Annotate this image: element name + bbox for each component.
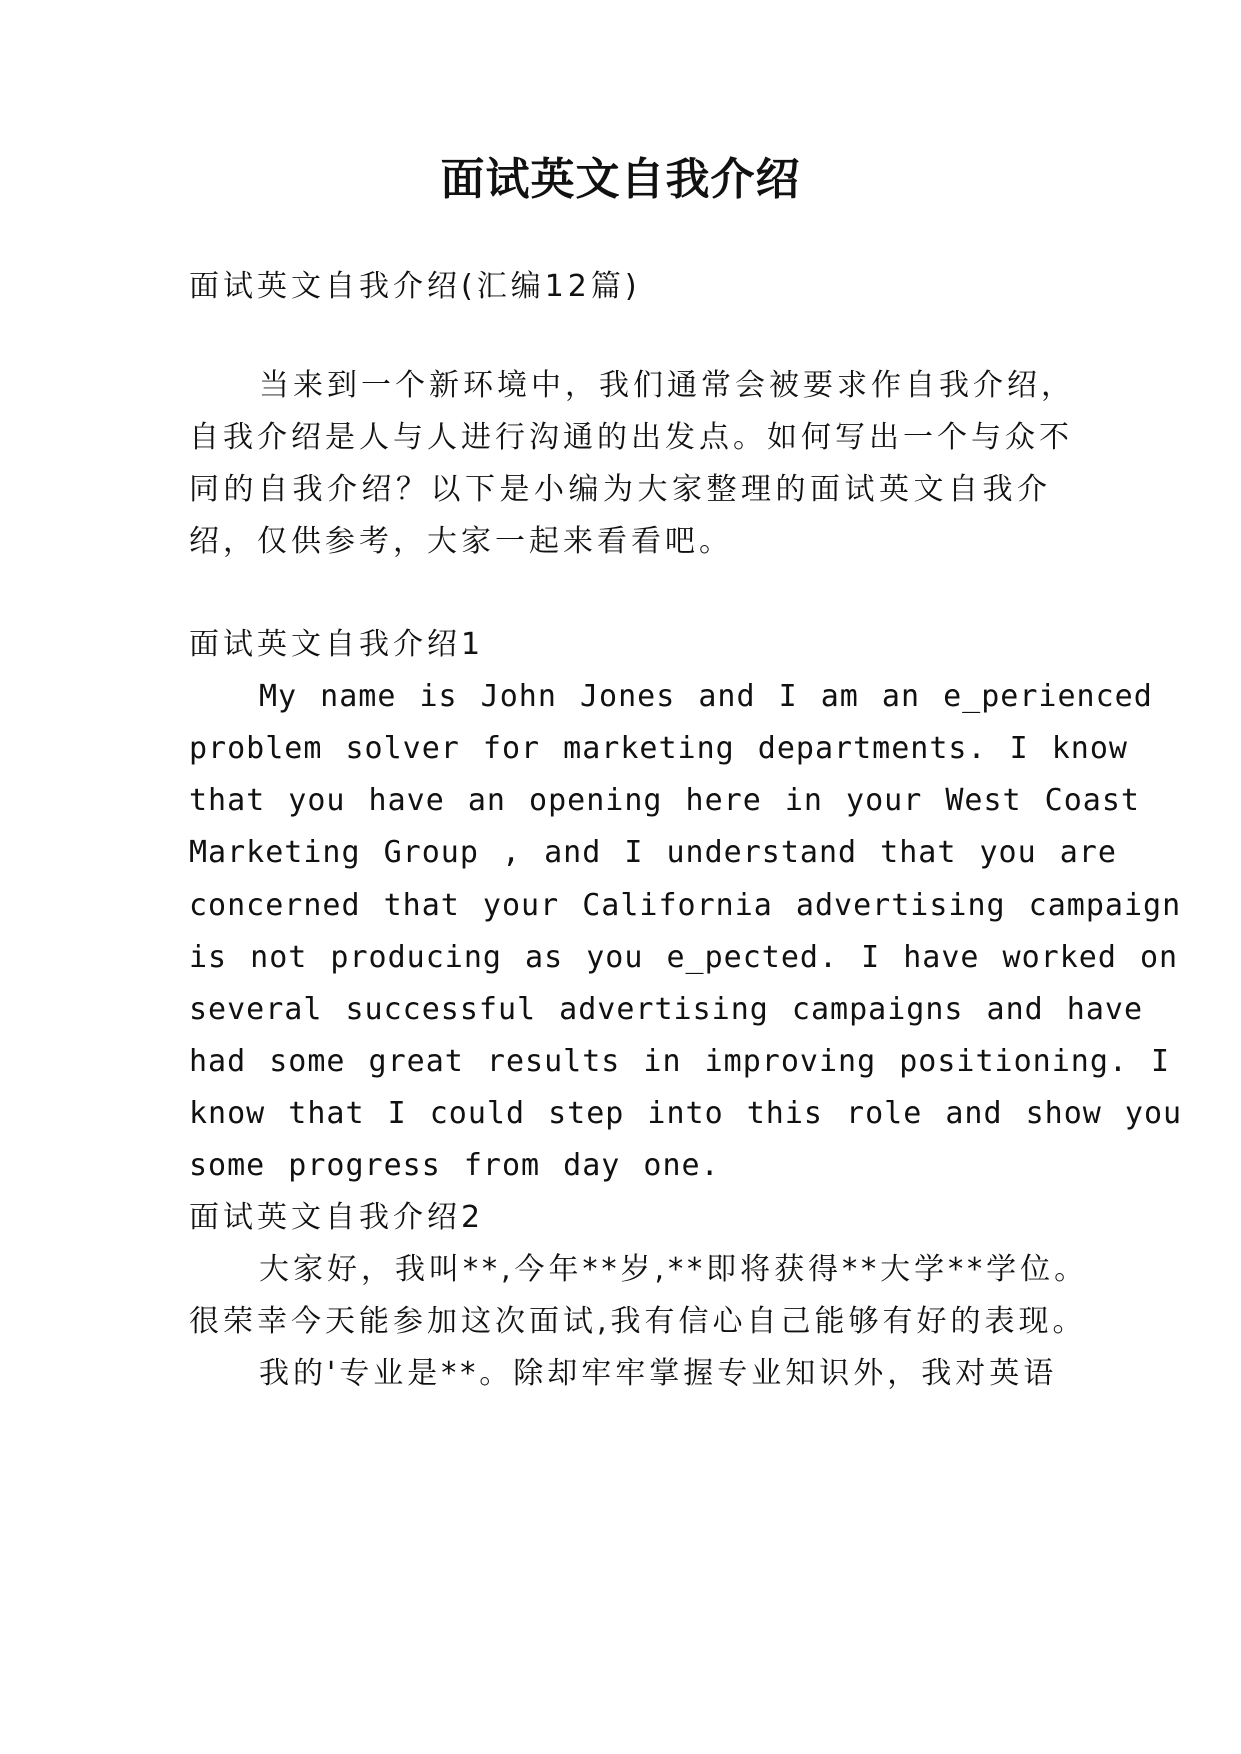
paragraph-line: 大家好，我叫**,今年**岁,**即将获得**大学**学位。 (259, 1252, 1089, 1287)
paragraph-line: problem solver for marketing departments. I know (189, 731, 1128, 766)
intro-line: 绍，仅供参考，大家一起来看看吧。 (189, 524, 733, 559)
section-heading: 面试英文自我介绍2 (189, 1200, 485, 1235)
paragraph-line: 很荣幸今天能参加这次面试,我有信心自己能够有好的表现。 (189, 1304, 1087, 1339)
paragraph-line: had some great results in improving positioning. I (189, 1044, 1171, 1079)
intro-line: 当来到一个新环境中，我们通常会被要求作自我介绍， (259, 368, 1075, 403)
paragraph-line: that you have an opening here in your West Coast (189, 783, 1140, 818)
document-title: 面试英文自我介绍 (440, 154, 801, 205)
paragraph-line: is not producing as you e_pected. I have worked on (189, 940, 1179, 975)
paragraph-line: know that I could step into this role and show you (189, 1096, 1183, 1131)
paragraph-line: some progress from day one. (189, 1148, 720, 1183)
paragraph-line: My name is John Jones and I am an e_perienced (259, 679, 1153, 714)
document-subtitle: 面试英文自我介绍(汇编12篇) (189, 269, 641, 304)
paragraph-line: Marketing Group , and I understand that you are (189, 835, 1117, 870)
paragraph-line: several successful advertising campaigns and have (189, 992, 1144, 1027)
section-heading: 面试英文自我介绍1 (189, 627, 485, 662)
paragraph-line: concerned that your California advertising campaign (189, 888, 1182, 923)
intro-line: 自我介绍是人与人进行沟通的出发点。如何写出一个与众不 (189, 420, 1073, 455)
intro-line: 同的自我介绍？以下是小编为大家整理的面试英文自我介 (189, 472, 1051, 507)
paragraph-line: 我的'专业是**。除却牢牢掌握专业知识外，我对英语 (259, 1356, 1058, 1391)
